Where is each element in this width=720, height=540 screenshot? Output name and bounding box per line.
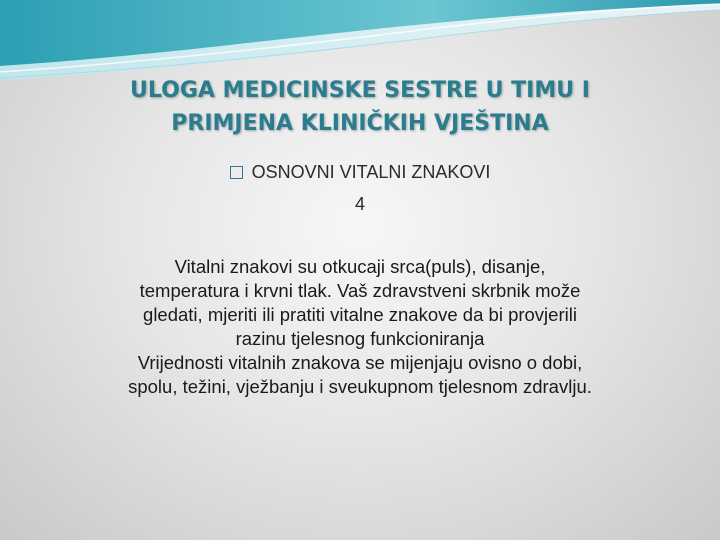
body-line: Vrijednosti vitalnih znakova se mijenjaju ovisno o dobi, [137,352,583,373]
body-line: razinu tjelesnog funkcioniranja [235,328,485,349]
slide-title [60,74,660,140]
subheading-block [0,160,720,216]
checkbox-bullet-icon [230,166,243,179]
body-text [50,255,670,399]
slide-title-line: PRIMJENA KLINIČKIH VJEŠTINA [171,111,549,136]
body-line: spolu, težini, vježbanju i sveukupnom tjelesnom zdravlju. [128,376,592,397]
page-number: 4 [354,194,365,214]
body-line: Vitalni znakovi su otkucaji srca(puls), disanje, [174,256,546,277]
body-line: gledati, mjeriti ili pratiti vitalne znakove da bi provjerili [143,304,577,325]
slide-title-line: ULOGA MEDICINSKE SESTRE U TIMU I [130,78,590,103]
subheading-text: OSNOVNI VITALNI ZNAKOVI [251,162,491,182]
body-line: temperatura i krvni tlak. Vaš zdravstveni skrbnik može [139,280,581,301]
